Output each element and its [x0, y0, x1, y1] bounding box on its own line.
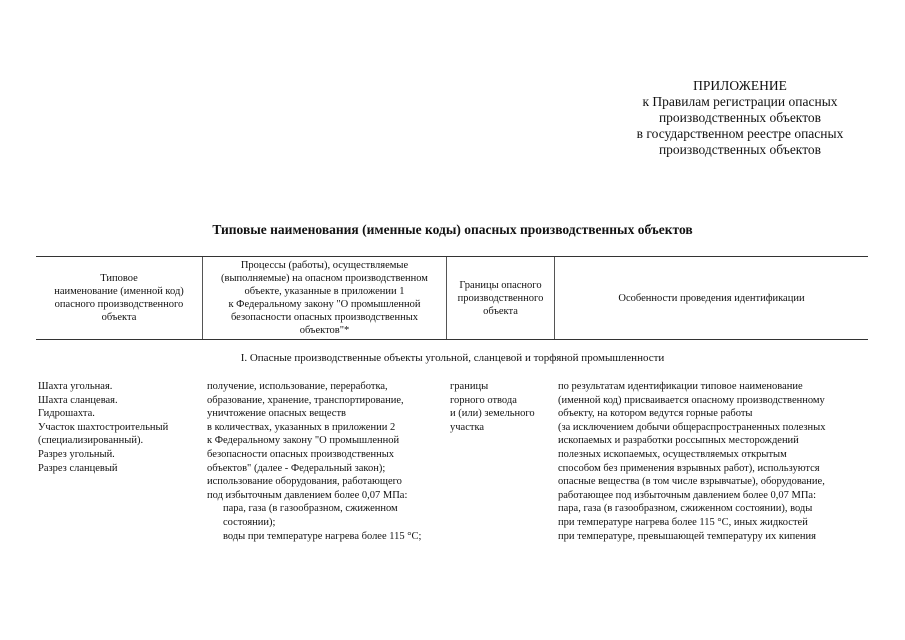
cell-line: ископаемых и разработки россыпных месторождений [558, 435, 799, 447]
header-line: объекта [101, 312, 137, 323]
cell-line: и (или) земельного [450, 408, 535, 420]
cell-line: получение, использование, переработка, [207, 381, 388, 392]
cell-line: пара, газа (в газообразном, сжиженном состоянии), воды [558, 503, 813, 515]
header-cell-boundaries [446, 257, 554, 339]
cell-line: при температуре, превышающей температуру их кипения [558, 530, 816, 542]
cell-line: полезных ископаемых, осуществляемых открытым [558, 448, 787, 460]
cell-line: уничтожение опасных веществ [207, 408, 347, 420]
appendix-line: к Правилам регистрации опасных [642, 94, 838, 109]
cell-line: работающее под избыточным давлением более 0,07 МПа: [558, 489, 816, 501]
cell-line: Разрез угольный. [38, 448, 115, 460]
appendix-line: в государственном реестре опасных [636, 126, 844, 141]
cell-line: под избыточным давлением более 0,07 МПа: [207, 489, 408, 501]
cell-object-names [38, 380, 168, 475]
cell-line: безопасности опасных производственных [207, 448, 395, 460]
cell-line: образование, хранение, транспортирование, [207, 394, 404, 406]
cell-line: (за исключением добычи общераспространенных полезных [558, 421, 826, 433]
header-line: наименование (именной код) [54, 286, 184, 297]
cell-line: участка [450, 421, 485, 433]
document-title: Типовые наименования (именные коды) опасных производственных объектов [212, 222, 693, 237]
header-line: Процессы (работы), осуществляемые [240, 260, 409, 271]
header-line: объектов"* [299, 325, 350, 336]
cell-line: Участок шахтостроительный [38, 421, 169, 433]
cell-line: при температуре нагрева более 115 °C, иных жидкостей [558, 516, 808, 528]
cell-line: границы [450, 381, 489, 392]
header-line: объекте, указанные в приложении 1 [244, 286, 405, 297]
header-line: Особенности проведения идентификации [618, 292, 805, 304]
cell-line: горного отвода [450, 394, 517, 406]
cell-line: Разрез сланцевый [38, 462, 118, 474]
cell-line: пара, газа (в газообразном, сжиженном [223, 503, 398, 515]
cell-line: воды при температуре нагрева более 115 °C; [223, 530, 422, 542]
cell-line: способом без применения взрывных работ), используются [558, 462, 820, 474]
table-header [36, 256, 868, 340]
cell-line: Шахта угольная. [38, 381, 113, 392]
cell-line: Гидрошахта. [38, 408, 95, 420]
cell-line: (специализированный). [38, 435, 144, 447]
cell-identification [558, 380, 825, 543]
header-line: объекта [483, 305, 518, 317]
cell-line: Шахта сланцевая. [38, 394, 118, 406]
header-line: Типовое [100, 273, 138, 284]
appendix-line: производственных объектов [658, 110, 822, 125]
header-cell-processes [202, 257, 446, 339]
header-line: (выполняемые) на опасном производственном [221, 273, 428, 284]
header-cell-identification [554, 257, 868, 339]
cell-line: к Федеральному закону "О промышленной [207, 435, 400, 447]
cell-line: объекту, на котором ведутся горные работы [558, 408, 753, 420]
header-line: безопасности опасных производственных [230, 312, 419, 323]
appendix-block [600, 78, 880, 158]
cell-line: опасные вещества (в том числе взрывчатые), оборудование, [558, 476, 825, 488]
cell-line: объектов" (далее - Федеральный закон); [207, 462, 386, 474]
header-line: опасного производственного [54, 299, 184, 310]
section-title: I. Опасные производственные объекты угольной, сланцевой и торфяной промышленности [240, 352, 665, 364]
header-line: Границы опасного [459, 279, 542, 291]
header-cell-name [36, 257, 202, 339]
cell-line: (именной код) присваивается опасному производственному [558, 394, 825, 406]
cell-processes [207, 380, 421, 543]
cell-line: в количествах, указанных в приложении 2 [207, 421, 396, 433]
cell-line: состоянии); [223, 516, 276, 528]
cell-line: по результатам идентификации типовое наименование [558, 381, 803, 392]
cell-boundaries [450, 380, 535, 434]
appendix-line: ПРИЛОЖЕНИЕ [693, 78, 787, 93]
header-line: к Федеральному закону "О промышленной [228, 299, 421, 310]
appendix-line: производственных объектов [658, 142, 822, 157]
cell-line: использование оборудования, работающего [207, 476, 402, 488]
header-line: производственного [457, 292, 544, 304]
